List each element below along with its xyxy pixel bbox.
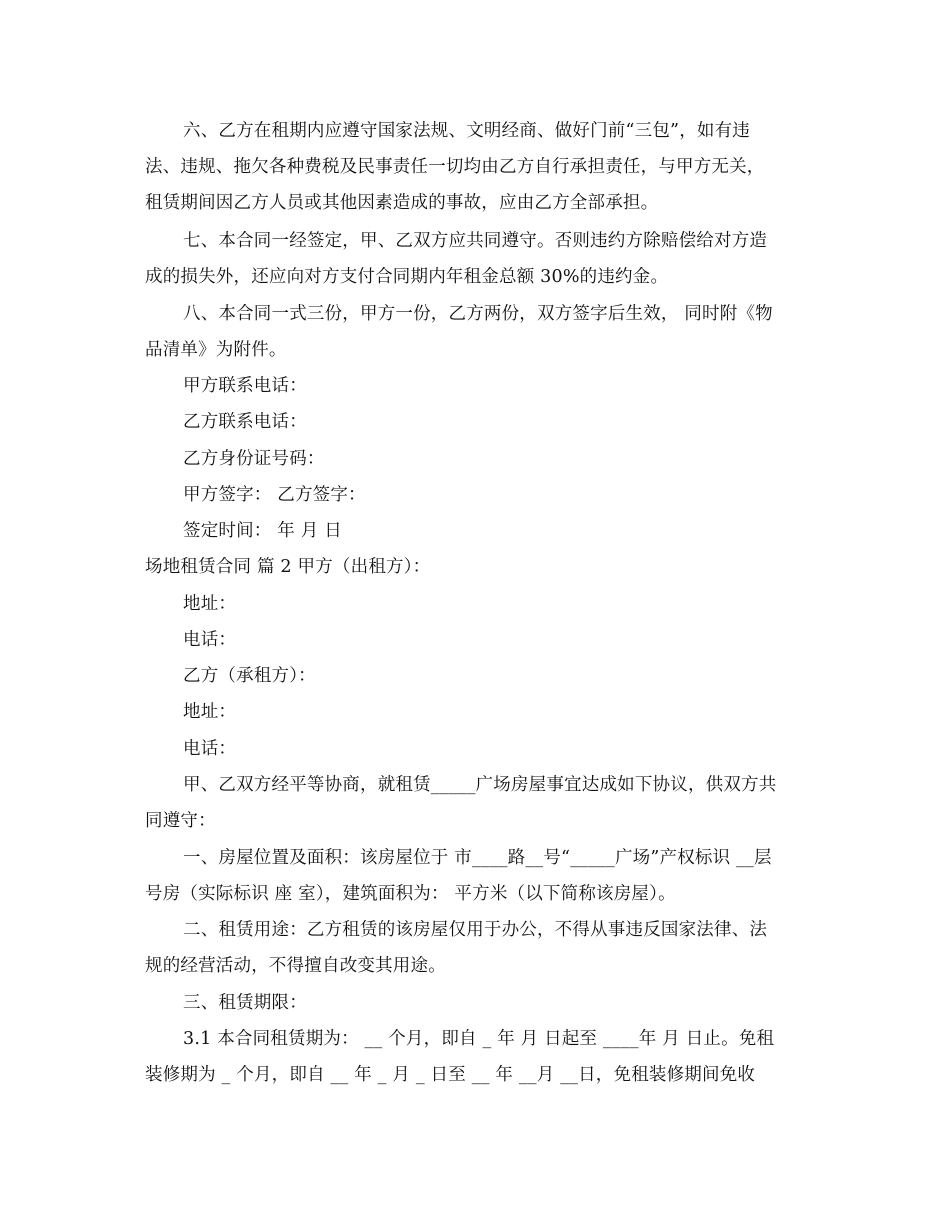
party-a-phone-label: 甲方联系电话： (183, 376, 307, 396)
paragraph-6-line-1: 六、乙方在租期内应遵守国家法规、文明经商、做好门前“三包”，如有违 (183, 121, 750, 141)
clause-2-line-1: 二、租赁用途：乙方租赁的该房屋仅用于办公，不得从事违反国家法律、法 (183, 920, 768, 940)
agreement-intro-line-1: 甲、乙双方经平等协商，就租赁_____广场房屋事宜达成如下协议，供双方共 (183, 775, 777, 795)
signature-labels: 甲方签字： 乙方签字： (183, 485, 366, 505)
paragraph-8-line-1: 八、本合同一式三份，甲方一份，乙方两份，双方签字后生效， 同时附《物 (183, 304, 773, 324)
clause-3-heading: 三、租赁期限： (183, 993, 307, 1013)
clause-3-1-line-1: 3.1 本合同租赁期为： __ 个月，即自 _ 年 月 日起至 ____年 月 日止。免租 (183, 1029, 775, 1049)
paragraph-6-line-3: 租赁期间因乙方人员或其他因素造成的事故，应由乙方全部承担。 (145, 193, 659, 213)
paragraph-7-line-2: 成的损失外，还应向对方支付合同期内年租金总额 30%的违约金。 (145, 267, 669, 287)
clause-2-line-2: 规的经营活动，不得擅自改变其用途。 (145, 956, 446, 976)
section-heading: 场地租赁合同 篇 2 甲方（出租方）： (145, 557, 431, 577)
party-b-phone-label: 乙方联系电话： (183, 412, 307, 432)
party-b-id-label: 乙方身份证号码： (183, 449, 325, 469)
party-b-phone-field: 电话： (183, 739, 237, 759)
paragraph-7-line-1: 七、本合同一经签定，甲、乙双方应共同遵守。否则违约方除赔偿给对方造 (183, 231, 768, 251)
party-a-address-label: 地址： (183, 594, 237, 614)
party-a-phone-field: 电话： (183, 630, 237, 650)
signing-date-label: 签定时间： 年 月 日 (183, 521, 342, 541)
agreement-intro-line-2: 同遵守： (145, 811, 216, 831)
clause-1-line-2: 号房（实际标识 座 室），建筑面积为： 平方米（以下简称该房屋）。 (145, 884, 676, 904)
paragraph-8-line-2: 品清单》为附件。 (145, 340, 287, 360)
clause-1-line-1: 一、房屋位置及面积：该房屋位于 市____路__号“_____广场”产权标识 __层 (183, 848, 772, 868)
party-b-heading: 乙方（承租方）： (183, 666, 316, 686)
party-b-address-label: 地址： (183, 702, 237, 722)
paragraph-6-line-2: 法、违规、拖欠各种费税及民事责任一切均由乙方自行承担责任，与甲方无关， (145, 157, 765, 177)
clause-3-1-line-2: 装修期为 _ 个月，即自 __ 年 _ 月 _ 日至 __ 年 __月 __日，免租装修期间免收 (145, 1065, 756, 1085)
